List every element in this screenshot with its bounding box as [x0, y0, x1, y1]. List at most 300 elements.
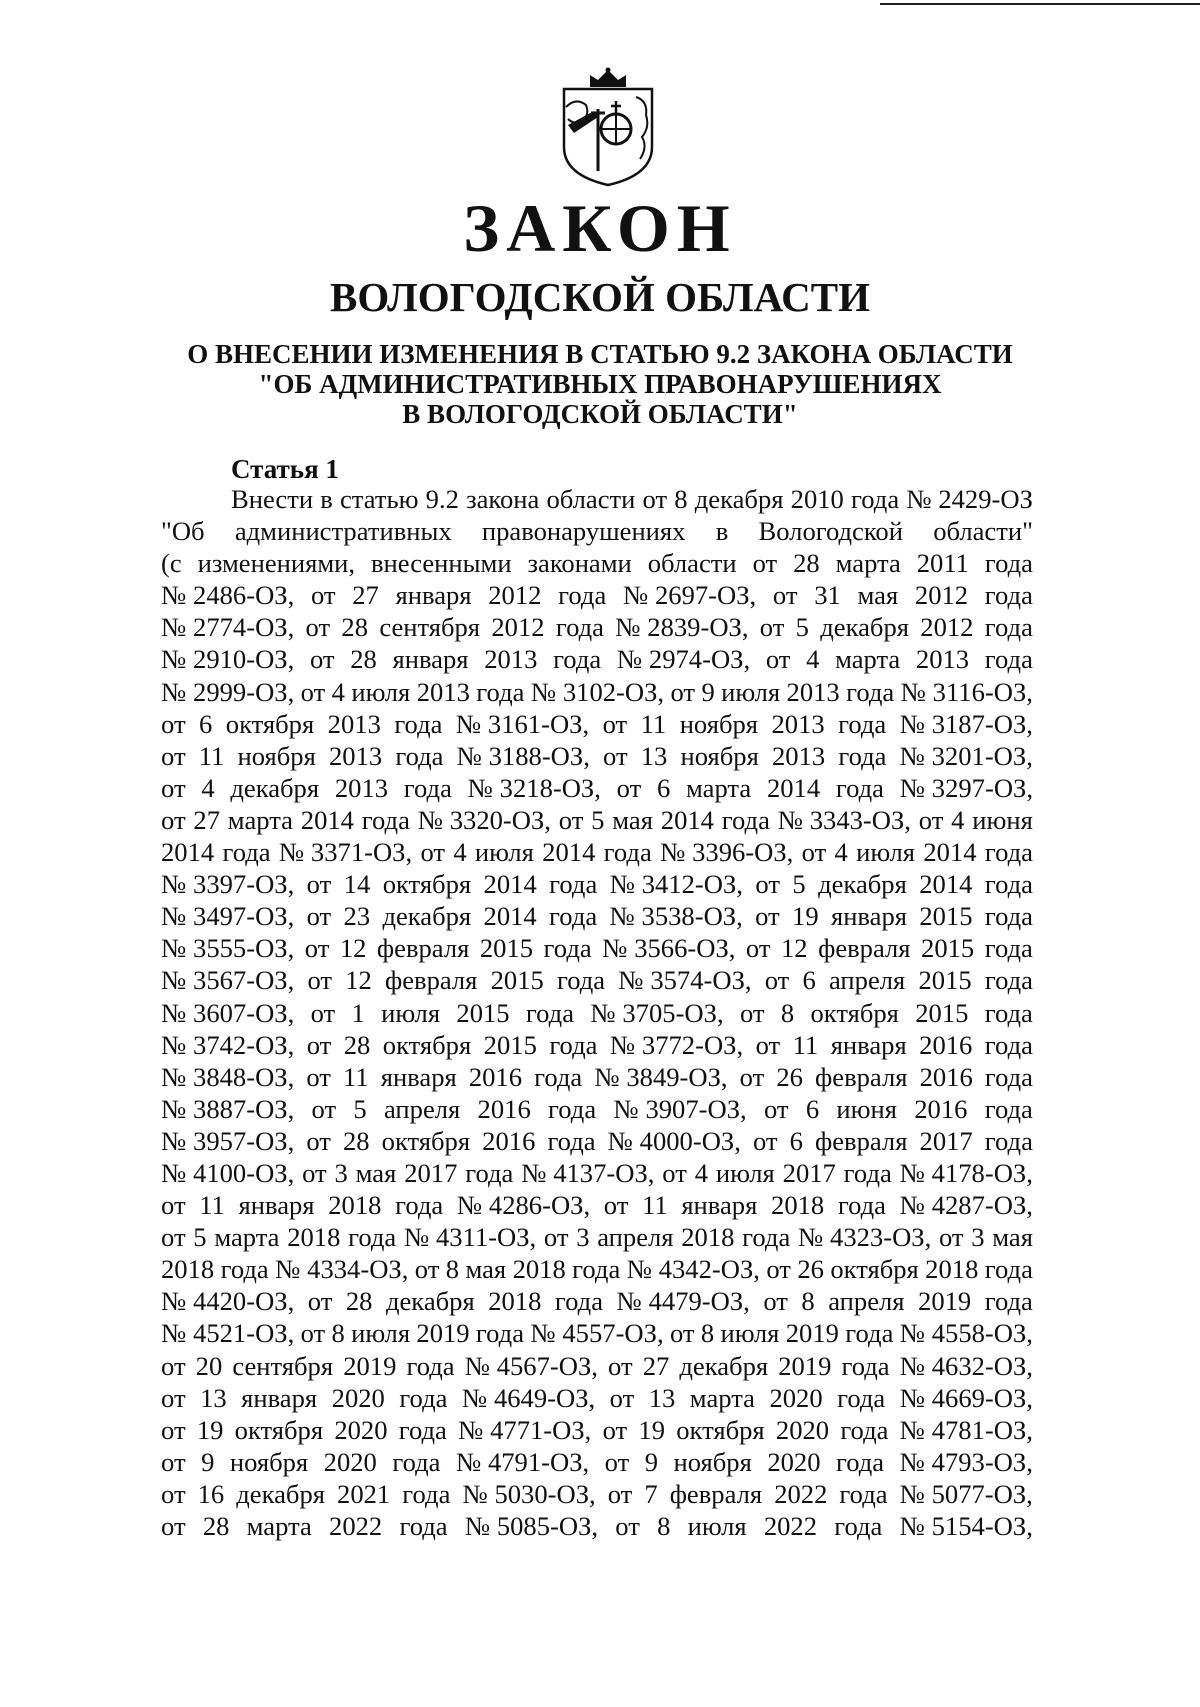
article-word: года	[543, 933, 592, 964]
article-word: № 5077-ОЗ,	[899, 1478, 1033, 1509]
article-word: февраля	[815, 1061, 908, 1092]
article-word: года	[851, 484, 900, 514]
article-word: № 3397-ОЗ,	[161, 869, 295, 900]
article-word: от	[752, 1125, 778, 1156]
article-word: года	[984, 837, 1033, 868]
article-word: от	[306, 1061, 331, 1092]
article-word: 28	[345, 1286, 373, 1317]
article-word: 14	[343, 869, 371, 900]
article-word: от	[801, 837, 827, 868]
article-word: № 4334-ОЗ,	[275, 1254, 409, 1285]
article-word: № 5154-ОЗ,	[899, 1511, 1033, 1541]
article-word: 12	[781, 933, 808, 964]
article-word: декабря	[385, 1286, 475, 1317]
article-word: 2016	[482, 1125, 536, 1156]
article-word: октября	[381, 1125, 471, 1156]
article-word: года	[534, 1061, 583, 1092]
article-word: № 4771-ОЗ,	[458, 1414, 592, 1445]
article-word: февраля	[669, 1478, 763, 1509]
article-word: от	[307, 965, 333, 996]
article-word: № 4311-ОЗ,	[403, 1222, 537, 1253]
article-word: года	[840, 1414, 889, 1445]
article-word: года	[984, 997, 1033, 1028]
article-word: 2015	[918, 965, 972, 996]
article-word: мая	[992, 1222, 1033, 1253]
article-word: от	[161, 1478, 186, 1509]
article-word: от	[161, 1382, 186, 1413]
article-word: года	[839, 1478, 888, 1509]
article-word: от	[161, 1190, 186, 1221]
article-word: 2017	[919, 1125, 973, 1156]
article-word: 5	[591, 804, 605, 835]
article-word: от	[745, 933, 771, 964]
article-word: № 3412-ОЗ,	[609, 869, 743, 900]
article-word: № 4420-ОЗ,	[161, 1286, 295, 1317]
article-word: года	[838, 740, 887, 771]
article-word: мая	[355, 1157, 397, 1188]
article-word: 2014	[766, 772, 821, 803]
article-text-line	[161, 579, 1033, 611]
article-word: внесенными	[370, 548, 512, 579]
article-word: 2018	[925, 1254, 979, 1285]
article-word: 7	[644, 1478, 658, 1509]
article-word: 2020	[331, 1382, 385, 1413]
article-word: 2013	[771, 740, 826, 771]
article-word: января	[238, 1190, 315, 1221]
article-word: от	[603, 1190, 629, 1221]
article-word: года	[549, 869, 598, 900]
article-word: № 3116-ОЗ,	[900, 676, 1033, 707]
article-word: 19	[196, 1414, 224, 1445]
article-word: 4	[453, 837, 467, 868]
article-label: Статья 1	[231, 454, 339, 484]
article-word: № 3849-ОЗ,	[594, 1061, 728, 1092]
article-word: № 3497-ОЗ,	[161, 901, 295, 932]
article-word: 2012	[914, 580, 969, 611]
article-word: марта	[835, 548, 901, 579]
article-word: № 4649-ОЗ,	[461, 1382, 596, 1413]
article-word: от	[307, 1286, 333, 1317]
article-word: 2016	[468, 1061, 523, 1092]
article-word: от	[604, 1446, 630, 1477]
article-word: 2016	[919, 1061, 973, 1092]
article-word: от	[615, 1511, 640, 1541]
article-text-line	[161, 836, 1033, 868]
article-word: года	[465, 1157, 514, 1188]
article-word: года	[742, 1222, 791, 1253]
article-word: 6	[656, 772, 671, 803]
article-word: октября	[225, 708, 315, 739]
article-word: № 4791-ОЗ,	[455, 1446, 590, 1477]
article-word: апреля	[828, 1286, 905, 1317]
article-word: 26	[776, 1061, 803, 1092]
article-word: ноября	[229, 1446, 309, 1477]
article-word: года	[348, 1222, 397, 1253]
article-word: № 3218-ОЗ,	[467, 772, 601, 803]
article-word: года	[403, 772, 452, 803]
article-word: от	[161, 708, 186, 739]
article-word: Вологодской	[758, 516, 903, 547]
article-word: № 4793-ОЗ,	[899, 1446, 1033, 1477]
article-text-line	[161, 772, 1033, 804]
article-text-line	[161, 1285, 1033, 1317]
article-text-line	[161, 900, 1033, 932]
article-word: № 4178-ОЗ,	[899, 1157, 1033, 1188]
article-word: от	[306, 869, 332, 900]
article-word: № 3887-ОЗ,	[161, 1093, 295, 1124]
article-word: года	[846, 676, 895, 707]
article-word: года	[984, 1093, 1033, 1124]
article-word: 2014	[483, 901, 537, 932]
article-word: 3	[971, 1222, 985, 1253]
article-word: 2018	[512, 1254, 566, 1285]
article-word: 2015	[915, 997, 969, 1028]
article-word: от	[608, 1350, 633, 1381]
article-word: года	[399, 1511, 448, 1541]
article-text-line	[161, 1510, 1033, 1542]
article-word: года	[220, 1254, 269, 1285]
article-word: года	[984, 612, 1033, 643]
article-word: 2013	[786, 676, 840, 707]
article-word: года	[392, 1446, 441, 1477]
article-word: № 3201-ОЗ,	[899, 740, 1033, 771]
article-word: ноября	[237, 740, 316, 771]
article-word: от	[938, 1222, 964, 1253]
article-word: года	[984, 1029, 1033, 1060]
article-word: от	[602, 1414, 628, 1445]
article-word: года	[984, 548, 1033, 579]
article-word: 2018	[161, 1254, 215, 1285]
article-word: года	[603, 837, 652, 868]
article-word: 2013	[327, 708, 381, 739]
article-word: № 3567-ОЗ,	[161, 965, 295, 996]
article-word: декабря	[382, 901, 472, 932]
article-word: № 4479-ОЗ,	[616, 1286, 750, 1317]
article-word: 13	[640, 740, 668, 771]
article-word: 2016	[477, 1093, 531, 1124]
article-word: октября	[676, 1414, 765, 1445]
article-text-line	[161, 1189, 1033, 1221]
article-word: 2013	[771, 708, 825, 739]
article-word: 8	[331, 1318, 345, 1349]
article-word: от	[739, 1061, 765, 1092]
law-heading-line: В ВОЛОГОДСКОЙ ОБЛАСТИ"	[402, 399, 798, 429]
article-word: 2013	[416, 676, 470, 707]
article-word: 2017	[782, 1157, 836, 1188]
article-word: 27	[642, 1350, 670, 1381]
article-word: от	[161, 740, 186, 771]
article-word: от	[669, 1318, 695, 1349]
article-word: 11	[343, 1061, 369, 1092]
article-word: 8	[801, 1286, 815, 1317]
article-word: 2011	[916, 548, 969, 579]
article-word: от	[602, 708, 628, 739]
article-word: ноября	[680, 740, 759, 771]
article-word: 2015	[456, 997, 510, 1028]
article-word: 4	[694, 1157, 708, 1188]
article-word: года	[361, 804, 410, 835]
article-word: марта	[246, 1511, 312, 1541]
article-word: мая	[857, 580, 899, 611]
article-word: 2012	[491, 612, 545, 643]
article-text-line	[161, 1029, 1033, 1061]
article-word: ноября	[673, 1446, 752, 1477]
article-word: 2013	[334, 772, 389, 803]
article-text-line	[161, 483, 1033, 515]
article-word: закона	[466, 484, 540, 514]
article-word: сентября	[379, 612, 481, 643]
article-word: от	[161, 804, 186, 835]
article-word: от	[161, 1222, 186, 1253]
article-word: № 4781-ОЗ,	[899, 1414, 1033, 1445]
article-word: от	[759, 612, 785, 643]
article-word: 2020	[769, 1382, 823, 1413]
article-word: июля	[687, 1511, 747, 1541]
article-word: 2018	[287, 1222, 341, 1253]
article-word: 9	[201, 1446, 215, 1477]
article-word: 2018	[328, 1190, 382, 1221]
article-word: года	[398, 1414, 447, 1445]
article-text-line	[161, 643, 1033, 675]
article-word: 2018	[488, 1286, 542, 1317]
article-body	[161, 483, 1033, 1542]
article-word: года	[549, 901, 598, 932]
article-word: № 3102-ОЗ,	[530, 676, 665, 707]
article-word: № 2486-ОЗ,	[161, 580, 295, 611]
article-word: марта	[214, 1222, 280, 1253]
article-word: 2018	[681, 1222, 735, 1253]
article-word: 19	[792, 901, 819, 932]
article-word: года	[222, 837, 271, 868]
article-word: года	[402, 1478, 451, 1509]
article-word: 31	[814, 580, 841, 611]
article-word: 12	[345, 965, 372, 996]
article-text-line	[161, 1125, 1033, 1157]
article-word: 9.2	[425, 484, 459, 514]
article-word: года	[834, 1511, 883, 1541]
article-word: года	[838, 708, 887, 739]
article-word: № 4323-ОЗ,	[798, 1222, 932, 1253]
article-word: года	[554, 1286, 604, 1317]
article-word: декабря	[818, 869, 907, 900]
article-word: января	[395, 580, 472, 611]
article-word: 5	[193, 1222, 207, 1253]
article-word: от	[304, 933, 330, 964]
article-word: года	[476, 676, 525, 707]
article-word: мая	[612, 804, 653, 835]
article-word: 2014	[161, 837, 215, 868]
article-word: 2014	[483, 869, 537, 900]
article-word: от	[300, 1318, 326, 1349]
article-word: № 3907-ОЗ,	[613, 1093, 747, 1124]
article-word: года	[547, 1125, 596, 1156]
article-word: от	[765, 644, 791, 675]
article-word: 9	[644, 1446, 659, 1477]
article-word: года	[845, 1318, 894, 1349]
article-word: № 4287-ОЗ,	[899, 1190, 1033, 1221]
article-text-line	[161, 1061, 1033, 1093]
article-word: № 2697-ОЗ,	[622, 580, 757, 611]
article-word: 2022	[774, 1478, 828, 1509]
article-word: № 3188-ОЗ,	[456, 740, 590, 771]
article-word: года	[984, 1286, 1033, 1317]
article-word: года	[835, 772, 884, 803]
article-word: от	[603, 740, 628, 771]
article-word: № 2429-ОЗ	[906, 484, 1033, 514]
article-word: 2014	[300, 804, 354, 835]
article-word: года	[984, 580, 1033, 611]
article-text-line	[161, 1157, 1033, 1189]
article-word: 13	[200, 1382, 227, 1413]
article-word: октября	[810, 997, 899, 1028]
article-word: 28	[793, 548, 820, 579]
article-word: изменениями,	[197, 548, 356, 579]
article-word: января	[380, 1061, 457, 1092]
article-word: от	[609, 1382, 635, 1413]
article-word: от	[755, 869, 780, 900]
article-word: марта	[227, 804, 293, 835]
article-word: июля	[715, 1157, 775, 1188]
article-word: от	[310, 580, 336, 611]
article-word: года	[836, 1446, 885, 1477]
article-word: декабря	[820, 612, 909, 643]
article-word: года	[984, 644, 1033, 675]
article-word: № 3161-ОЗ,	[455, 708, 590, 739]
article-word: июля	[721, 676, 781, 707]
article-word: декабря	[236, 1478, 325, 1509]
article-word: 2015	[483, 1029, 537, 1060]
article-word: февраля	[376, 933, 470, 964]
article-word: № 3343-ОЗ,	[777, 804, 911, 835]
article-word: от	[642, 484, 668, 514]
article-word: 4	[951, 804, 965, 835]
article-word: от	[543, 1222, 569, 1253]
article-text-line	[161, 804, 1033, 836]
article-word: 2022	[763, 1511, 818, 1541]
document-title: ЗАКОН	[463, 190, 737, 266]
article-word: 4	[331, 676, 345, 707]
article-word: от	[670, 676, 696, 707]
article-text-line	[161, 997, 1033, 1029]
article-word: июля	[720, 1318, 780, 1349]
article-word: от	[766, 1254, 791, 1285]
article-word: июля	[381, 997, 441, 1028]
article-word: 2015	[490, 965, 544, 996]
article-word: 6	[789, 1125, 803, 1156]
article-word: 2014	[923, 837, 977, 868]
article-word: в	[715, 516, 729, 547]
article-word: № 4567-ОЗ,	[464, 1350, 598, 1381]
article-text-line	[161, 1350, 1033, 1382]
article-word: № 4286-ОЗ,	[456, 1190, 591, 1221]
article-word: Внести	[231, 484, 314, 514]
article-word: 2012	[920, 612, 974, 643]
scan-edge-line	[880, 3, 1200, 5]
article-word: 2016	[914, 1093, 968, 1124]
article-word: от	[616, 772, 642, 803]
article-word: 8	[674, 484, 688, 514]
article-word: 20	[195, 1350, 223, 1381]
article-word: от	[161, 1414, 186, 1445]
article-word: года	[984, 1254, 1033, 1285]
article-word: 4	[834, 837, 848, 868]
article-text-line	[161, 1414, 1033, 1446]
article-word: от	[311, 1093, 337, 1124]
article-word: № 2774-ОЗ,	[161, 612, 295, 643]
article-word: № 2999-ОЗ,	[161, 676, 295, 707]
article-word: года	[984, 901, 1033, 932]
article-word: № 4669-ОЗ,	[899, 1382, 1033, 1413]
article-word: № 3772-ОЗ,	[609, 1029, 744, 1060]
article-word: от	[310, 997, 336, 1028]
article-word: года	[841, 1350, 890, 1381]
article-text-line	[161, 868, 1033, 900]
article-word: года	[984, 1125, 1033, 1156]
article-word: 19	[638, 1414, 665, 1445]
article-word: года	[395, 1190, 444, 1221]
article-word: от	[300, 676, 326, 707]
article-word: года	[572, 1254, 621, 1285]
document-subtitle: ВОЛОГОДСКОЙ ОБЛАСТИ	[329, 274, 871, 320]
article-word: января	[392, 644, 469, 675]
article-text-line	[161, 1253, 1033, 1285]
article-word: № 4521-ОЗ,	[161, 1318, 295, 1349]
article-word: июля	[856, 837, 916, 868]
article-word: года	[984, 869, 1033, 900]
article-word: № 3566-ОЗ,	[602, 933, 736, 964]
article-word: 9	[701, 676, 715, 707]
article-word: 27	[352, 580, 379, 611]
article-word: правонарушениях	[481, 516, 686, 547]
article-word: 2021	[337, 1478, 391, 1509]
article-word: 11	[640, 708, 667, 739]
article-word: № 3848-ОЗ,	[161, 1061, 295, 1092]
article-word: № 3574-ОЗ,	[618, 965, 752, 996]
article-word: 1	[351, 997, 365, 1028]
article-word: 2014	[919, 869, 973, 900]
article-word: 2015	[479, 933, 534, 964]
article-word: № 3320-ОЗ,	[417, 804, 551, 835]
article-text-line	[161, 547, 1033, 579]
article-word: административных	[234, 516, 452, 547]
article-text-line	[161, 1221, 1033, 1253]
article-text-line	[161, 611, 1033, 643]
article-word: июня	[972, 804, 1033, 835]
article-word: 2019	[785, 1318, 839, 1349]
article-word: 11	[199, 1190, 225, 1221]
article-word: 16	[197, 1478, 225, 1509]
article-word: 8	[445, 1254, 460, 1285]
article-word: 2010	[790, 484, 844, 514]
article-word: от	[161, 1511, 186, 1541]
article-word: № 4000-ОЗ,	[607, 1125, 741, 1156]
article-word: 2014	[660, 804, 714, 835]
article-word: июля	[351, 676, 411, 707]
article-word: года	[475, 1318, 525, 1349]
article-word: января	[681, 1190, 758, 1221]
article-word: года	[721, 804, 770, 835]
article-word: 28	[342, 1125, 370, 1156]
article-word: 11	[792, 1029, 819, 1060]
article-word: № 3396-ОЗ,	[660, 837, 794, 868]
article-word: года	[984, 933, 1033, 964]
article-word: 8	[657, 1511, 671, 1541]
article-word: года	[394, 708, 443, 739]
article-word: года	[548, 1093, 597, 1124]
article-word: 11	[642, 1190, 668, 1221]
law-heading-line: О ВНЕСЕНИИ ИЗМЕНЕНИЯ В СТАТЬЮ 9.2 ЗАКОНА ОБЛАСТИ	[187, 339, 1013, 369]
article-word: 2013	[484, 644, 538, 675]
